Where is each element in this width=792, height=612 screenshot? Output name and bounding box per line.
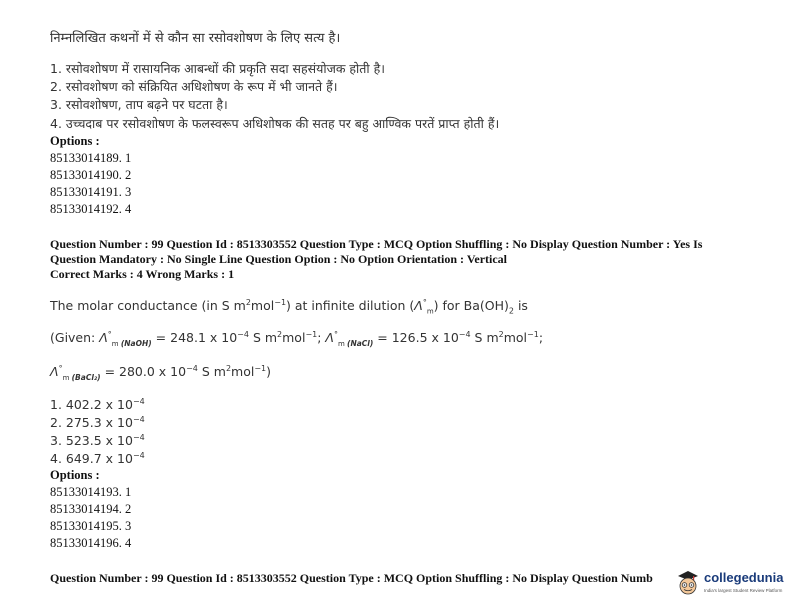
statement-3: 3. रसोवशोषण, ताप बढ़ने पर घटता है।: [50, 97, 228, 112]
given-line: (Given: $\Lambda^\circ_{m (NaOH)} = 248.1$ x $10^{-4}$ S $m^2mol^{-1}$; $\Lambda^\circ_{m (NaCl)} = 126.5$ x $10^{-4}$ S $m^2mol^{-1}$;: [50, 329, 544, 348]
option-id-q99-2: 85133014194. 2: [50, 502, 132, 516]
question-header-line2: Question Mandatory : No Single Line Question Option : No Option Orientation : Vertical: [50, 252, 508, 266]
statement-2: 2. रसोवशोषण को संक्रियित अधिशोषण के रूप में भी जानते हैं।: [50, 79, 338, 94]
collegedunia-logo: [676, 568, 788, 600]
option-id-4: 85133014192. 4: [50, 202, 132, 216]
question-header-line1: Question Number : 99 Question Id : 8513303552 Question Type : MCQ Option Shuffling : No Display Question Number : Yes Is: [50, 237, 703, 251]
option-id-2: 85133014190. 2: [50, 168, 132, 182]
choice-3: 3. 523.5 x $10^{-4}$: [50, 432, 145, 448]
choice-2: 2. 275.3 x $10^{-4}$: [50, 414, 145, 430]
statement-1: 1. रसोवशोषण में रासायनिक आबन्धों की प्रकृति सदा सहसंयोजक होती है।: [50, 61, 385, 76]
graduate-mascot-icon: [676, 570, 700, 596]
question-stem-hindi: निम्नलिखित कथनों में से कौन सा रसोवशोषण के लिए सत्य है।: [50, 31, 341, 46]
question-stem: The molar conductance (in S $m^2mol^{-1}$) at infinite dilution $(\Lambda^\circ_m)$ for $Ba(OH)_2$ is: [50, 297, 528, 316]
option-id-q99-3: 85133014195. 3: [50, 519, 132, 533]
options-label: Options :: [50, 134, 100, 148]
option-id-q99-1: 85133014193. 1: [50, 485, 132, 499]
option-id-q99-4: 85133014196. 4: [50, 536, 132, 550]
given-line-2: $\Lambda^\circ_{m (BaCl_2)} = 280.0$ x $10^{-4}$ S $m^2mol^{-1}$): [50, 363, 272, 382]
logo-wordmark: collegedunia: [704, 570, 784, 585]
statement-4: 4. उच्चदाब पर रसोवशोषण के फलस्वरूप अधिशोषक की सतह पर बहु आण्विक परतें प्राप्त होती हैं।: [50, 116, 500, 131]
marks-line: Correct Marks : 4 Wrong Marks : 1: [50, 267, 235, 281]
logo-tagline: India's largest Student Review Platform: [704, 588, 783, 593]
choice-4: 4. 649.7 x $10^{-4}$: [50, 450, 145, 466]
choice-1: 1. 402.2 x $10^{-4}$: [50, 396, 145, 412]
option-id-3: 85133014191. 3: [50, 185, 132, 199]
next-question-header: Question Number : 99 Question Id : 8513303552 Question Type : MCQ Option Shuffling : No Display Question Numb: [50, 571, 653, 585]
options-label-q99: Options :: [50, 468, 100, 482]
option-id-1: 85133014189. 1: [50, 151, 132, 165]
